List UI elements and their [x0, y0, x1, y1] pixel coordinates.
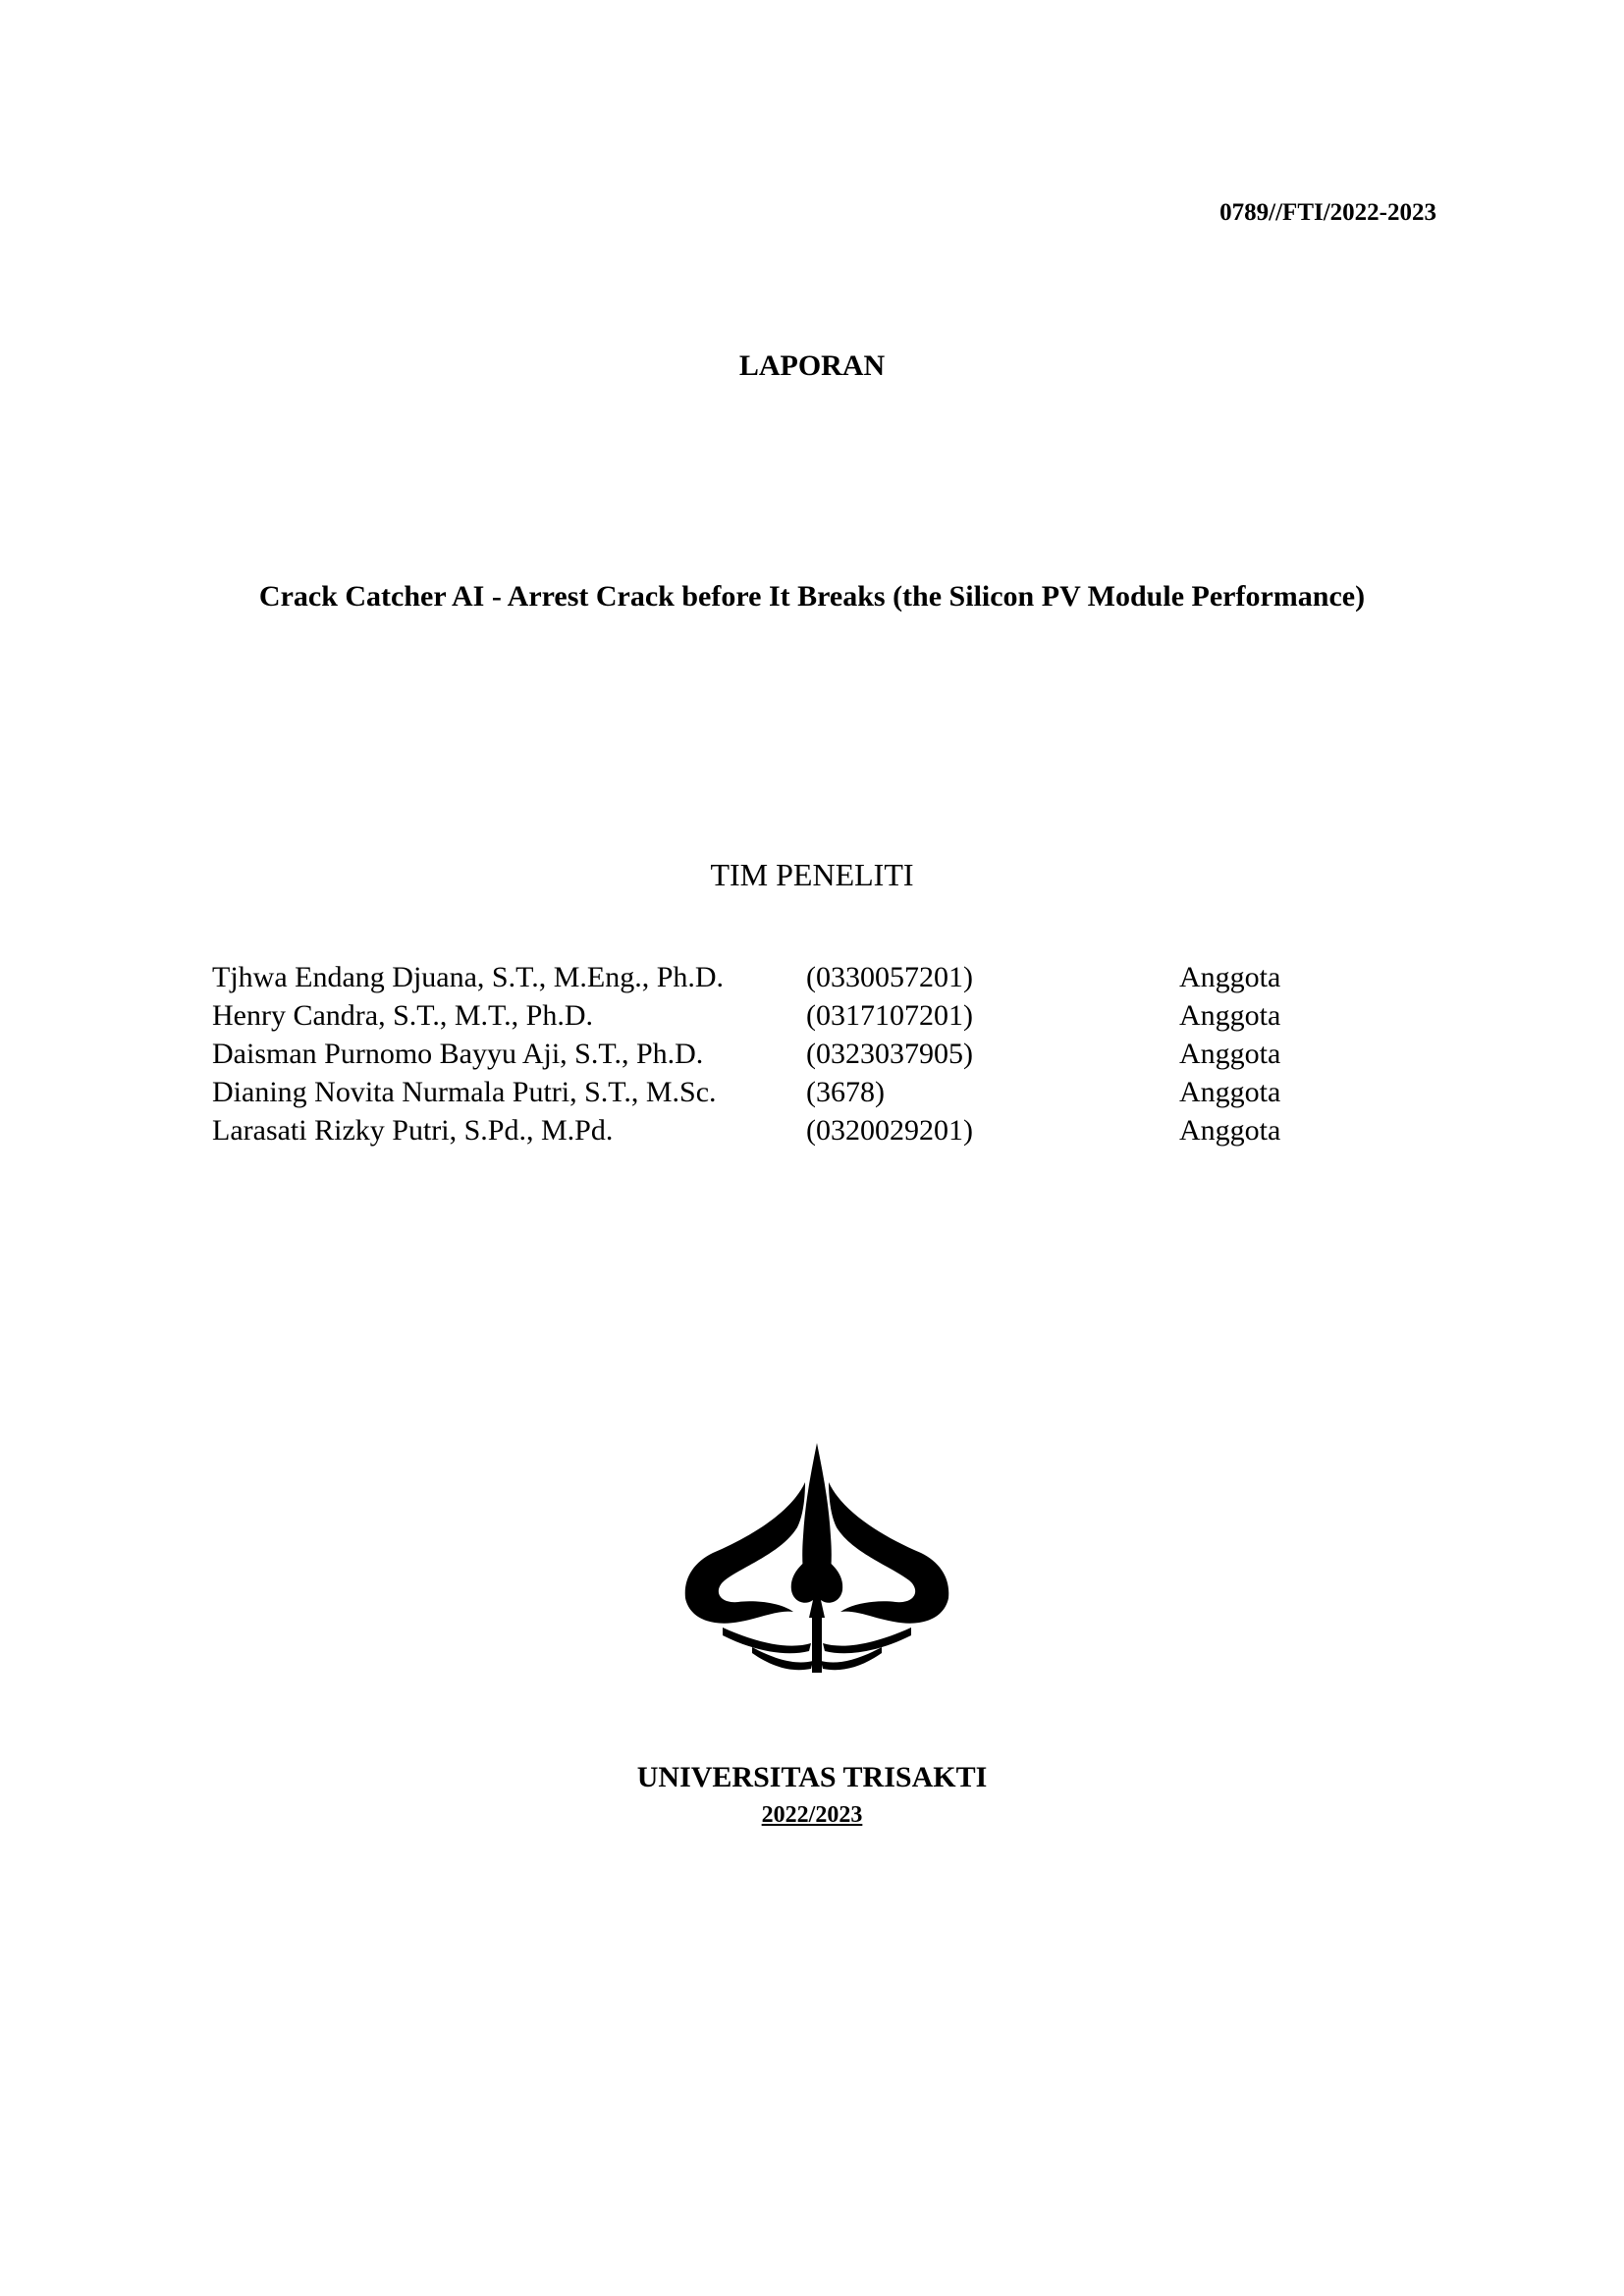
member-name: Dianing Novita Nurmala Putri, S.T., M.Sc. — [212, 1076, 717, 1108]
university-emblem-icon — [683, 1443, 950, 1675]
member-name: Tjhwa Endang Djuana, S.T., M.Eng., Ph.D. — [212, 961, 725, 993]
document-number: 0789//FTI/2022-2023 — [1219, 199, 1436, 226]
member-id: (0320029201) — [806, 1114, 973, 1147]
member-role: Anggota — [1179, 961, 1281, 993]
member-name: Larasati Rizky Putri, S.Pd., M.Pd. — [212, 1114, 614, 1147]
member-role: Anggota — [1179, 1076, 1281, 1108]
member-name: Henry Candra, S.T., M.T., Ph.D. — [212, 999, 594, 1032]
team-member-row — [212, 1111, 1331, 1149]
member-id: (0323037905) — [806, 1038, 973, 1070]
team-members-table — [212, 958, 1331, 1149]
member-role: Anggota — [1179, 999, 1281, 1032]
member-role: Anggota — [1179, 1038, 1281, 1070]
team-member-row — [212, 996, 1331, 1035]
member-id: (3678) — [806, 1076, 885, 1108]
member-id: (0317107201) — [806, 999, 973, 1032]
institution-name: UNIVERSITAS TRISAKTI — [636, 1761, 988, 1793]
document-type-heading: LAPORAN — [738, 349, 886, 382]
academic-year: 2022/2023 — [761, 1802, 863, 1828]
team-member-row — [212, 958, 1331, 996]
member-role: Anggota — [1179, 1114, 1281, 1147]
team-member-row — [212, 1073, 1331, 1111]
member-id: (0330057201) — [806, 961, 973, 993]
member-name: Daisman Purnomo Bayyu Aji, S.T., Ph.D. — [212, 1038, 704, 1070]
team-heading: TIM PENELITI — [710, 857, 914, 892]
document-title: Crack Catcher AI - Arrest Crack before It Breaks (the Silicon PV Module Performance) — [258, 580, 1366, 613]
team-member-row — [212, 1035, 1331, 1073]
